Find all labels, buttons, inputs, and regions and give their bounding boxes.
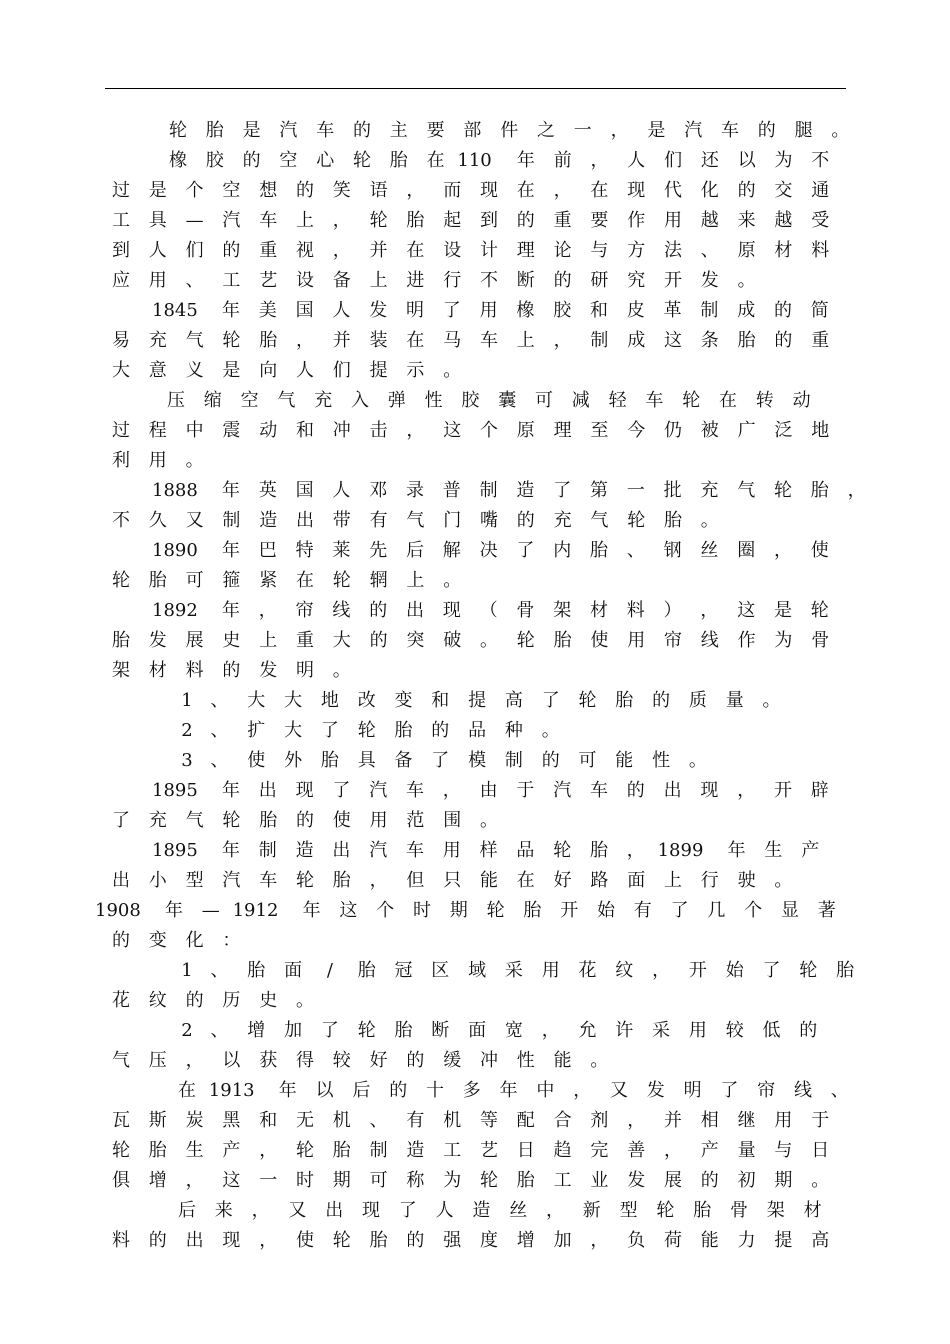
text-line: 瓦 斯 炭 黑 和 无 机 、 有 机 等 配 合 剂 ， 并 相 继 用 于 xyxy=(112,1110,830,1131)
text-line: 3 、 使 外 胎 具 备 了 模 制 的 可 能 性 。 xyxy=(181,750,707,771)
text-line: 利 用 。 xyxy=(112,450,204,471)
text-line: 胎 发 展 史 上 重 大 的 突 破 。 轮 胎 使 用 帘 线 作 为 骨 xyxy=(112,630,830,651)
text-line: 俱 增 ， 这 一 时 期 可 称 为 轮 胎 工 业 发 展 的 初 期 。 xyxy=(112,1170,830,1191)
text-line: 到 人 们 的 重 视 ， 并 在 设 计 理 论 与 方 法 、 原 材 料 xyxy=(112,240,830,261)
text-line: 橡 胶 的 空 心 轮 胎 在 110 年 前 ， 人 们 还 以 为 不 xyxy=(169,150,830,171)
header-rule xyxy=(105,88,846,89)
text-line: 花 纹 的 历 史 。 xyxy=(112,990,314,1011)
text-line: 应 用 、 工 艺 设 备 上 进 行 不 断 的 研 究 开 发 。 xyxy=(112,270,756,291)
text-line: 1892 年 ， 帘 线 的 出 现 （ 骨 架 材 料 ） ， 这 是 轮 xyxy=(152,600,829,621)
text-line: 1908 年 — 1912 年 这 个 时 期 轮 胎 开 始 有 了 几 个 显 著 xyxy=(95,900,836,921)
text-line: 1 、 大 大 地 改 变 和 提 高 了 轮 胎 的 质 量 。 xyxy=(181,690,781,711)
text-line: 轮 胎 是 汽 车 的 主 要 部 件 之 一 ， 是 汽 车 的 腿 。 xyxy=(169,120,850,141)
text-line: 过 是 个 空 想 的 笑 语 ， 而 现 在 ， 在 现 代 化 的 交 通 xyxy=(112,180,830,201)
text-line: 在 1913 年 以 后 的 十 多 年 中 ， 又 发 明 了 帘 线 、 xyxy=(178,1080,849,1101)
text-line: 不 久 又 制 造 出 带 有 气 门 嘴 的 充 气 轮 胎 。 xyxy=(112,510,719,531)
text-line: 易 充 气 轮 胎 ， 并 装 在 马 车 上 ， 制 成 这 条 胎 的 重 xyxy=(112,330,830,351)
text-line: 1888 年 英 国 人 邓 录 普 制 造 了 第 一 批 充 气 轮 胎 ， xyxy=(152,480,866,501)
text-line: 1845 年 美 国 人 发 明 了 用 橡 胶 和 皮 革 制 成 的 简 xyxy=(152,300,829,321)
text-line: 过 程 中 震 动 和 冲 击 ， 这 个 原 理 至 今 仍 被 广 泛 地 xyxy=(112,420,830,441)
text-line: 2 、 增 加 了 轮 胎 断 面 宽 ， 允 许 采 用 较 低 的 xyxy=(181,1020,818,1041)
text-line: 1895 年 出 现 了 汽 车 ， 由 于 汽 车 的 出 现 ， 开 辟 xyxy=(152,780,829,801)
text-line: 的 变 化 ： xyxy=(112,930,241,951)
text-line: 1895 年 制 造 出 汽 车 用 样 品 轮 胎 ， 1899 年 生 产 xyxy=(152,840,820,861)
text-line: 1890 年 巴 特 莱 先 后 解 决 了 内 胎 、 钢 丝 圈 ， 使 xyxy=(152,540,829,561)
text-line: 1 、 胎 面 / 胎 冠 区 域 采 用 花 纹 ， 开 始 了 轮 胎 xyxy=(181,960,855,981)
text-line: 压 缩 空 气 充 入 弹 性 胶 囊 可 减 轻 车 轮 在 转 动 xyxy=(167,390,811,411)
text-line: 气 压 ， 以 获 得 较 好 的 缓 冲 性 能 。 xyxy=(112,1050,609,1071)
text-line: 料 的 出 现 ， 使 轮 胎 的 强 度 增 加 ， 负 荷 能 力 提 高 xyxy=(112,1230,830,1251)
text-line: 2 、 扩 大 了 轮 胎 的 品 种 。 xyxy=(181,720,560,741)
text-line: 架 材 料 的 发 明 。 xyxy=(112,660,351,681)
text-line: 出 小 型 汽 车 轮 胎 ， 但 只 能 在 好 路 面 上 行 驶 。 xyxy=(112,870,793,891)
text-line: 轮 胎 生 产 ， 轮 胎 制 造 工 艺 日 趋 完 善 ， 产 量 与 日 xyxy=(112,1140,830,1161)
text-line: 轮 胎 可 箍 紧 在 轮 辋 上 。 xyxy=(112,570,462,591)
text-line: 工 具 — 汽 车 上 ， 轮 胎 起 到 的 重 要 作 用 越 来 越 受 xyxy=(112,210,830,231)
text-line: 大 意 义 是 向 人 们 提 示 。 xyxy=(112,360,462,381)
text-line: 了 充 气 轮 胎 的 使 用 范 围 。 xyxy=(112,810,498,831)
text-line: 后 来 ， 又 出 现 了 人 造 丝 ， 新 型 轮 胎 骨 架 材 xyxy=(178,1200,822,1221)
